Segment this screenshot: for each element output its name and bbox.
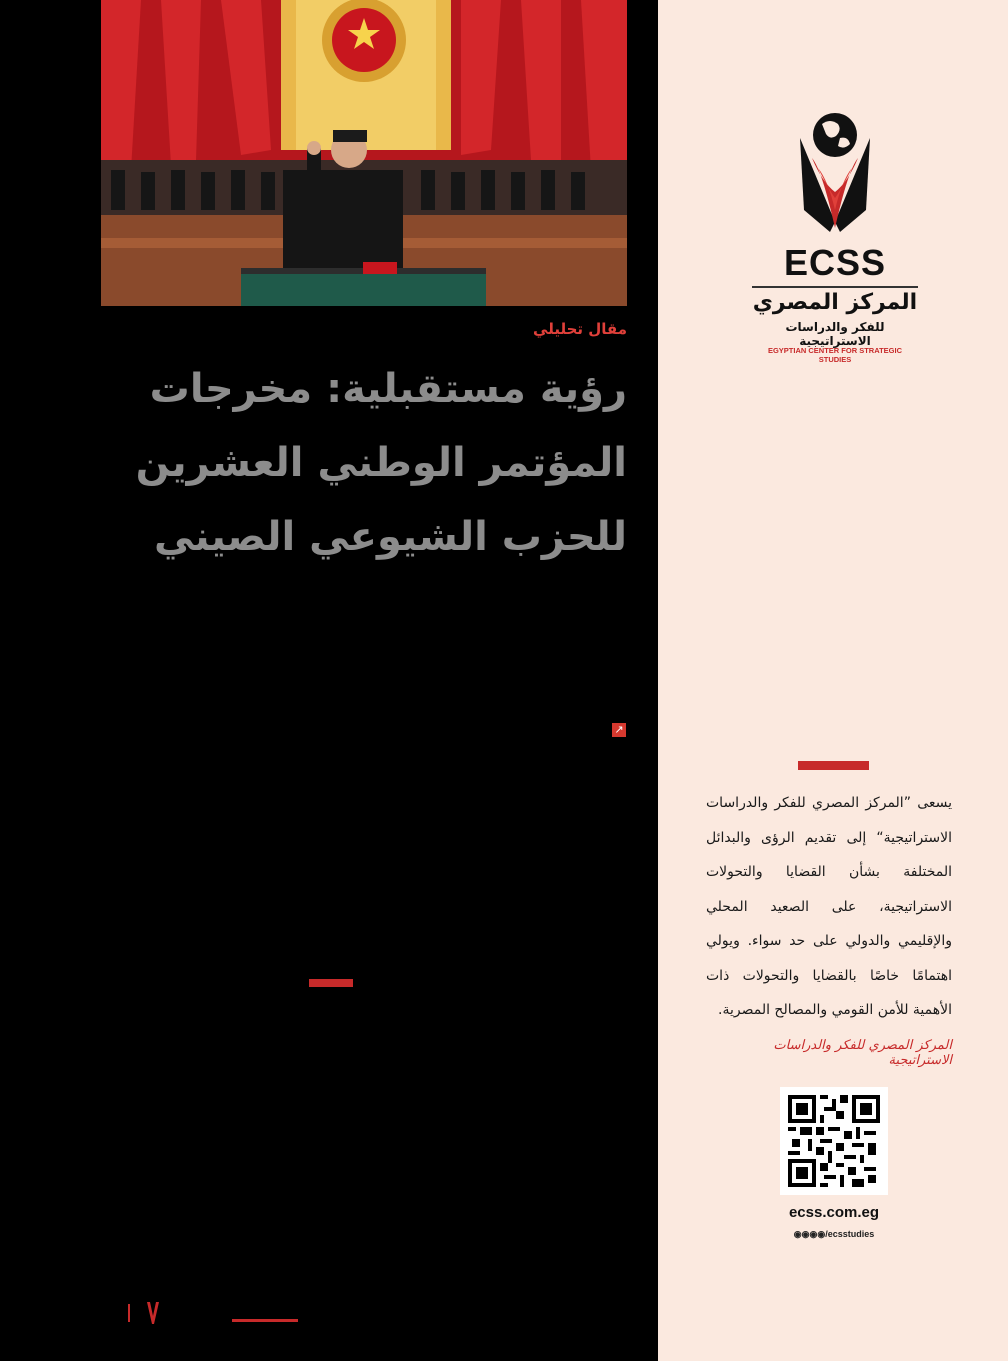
logo-arabic-name: المركز المصري (752, 290, 918, 315)
ecss-mark-icon (146, 1300, 160, 1326)
social-handle[interactable] (758, 1229, 910, 1240)
logo-acronym: ECSS (783, 242, 887, 283)
sidebar-accent-divider (798, 761, 869, 770)
footer-accent-bar (232, 1319, 298, 1322)
accent-divider (309, 979, 353, 987)
north-east-arrow-icon[interactable]: ↗ (612, 723, 626, 737)
globe-book-icon (752, 110, 918, 242)
about-text: يسعى ”المركز المصري للفكر والدراسات الاستراتيجية“ إلى تقديم الرؤى والبدائل المختلفة بشأن القضايا والتحولات الاستراتيجية، على الصعيد المحلي والإقليمي والدولي على حد سواء. ويولي اهتمامًا خاصًا بالقضايا والتحولات ذات الأهمية للأمن القومي والمصالح المصرية. (706, 795, 952, 1018)
instagram-icon[interactable]: ◉ (809, 1229, 818, 1239)
ecss-logo (752, 110, 918, 364)
article-headline (135, 352, 627, 574)
logo-arabic-subtitle: للفكر والدراسات الاستراتيجية (785, 320, 885, 348)
youtube-icon[interactable]: ◉ (817, 1229, 826, 1239)
headline-line: المؤتمر الوطني العشرين (135, 440, 627, 486)
headline-line: رؤية مستقبلية: مخرجات (149, 366, 627, 412)
qr-code[interactable] (780, 1087, 888, 1195)
website-link[interactable]: ecss.com.eg (788, 1204, 880, 1221)
signature: المركز المصري للفكر والدراسات الاستراتيجية (773, 1038, 952, 1068)
logo-english-name: EGYPTIAN CENTER FOR STRATEGIC STUDIES (767, 346, 903, 364)
footer-divider (128, 1304, 130, 1322)
headline-line: للحزب الشيوعي الصيني (153, 514, 627, 560)
social-handle-text: /ecsstudies (825, 1229, 875, 1239)
article-category: مقال تحليلي (533, 320, 627, 338)
cover-photo (101, 0, 627, 306)
logo-divider (752, 286, 918, 288)
facebook-icon[interactable]: ◉ (793, 1229, 802, 1239)
twitter-icon[interactable]: ◉ (801, 1229, 810, 1239)
